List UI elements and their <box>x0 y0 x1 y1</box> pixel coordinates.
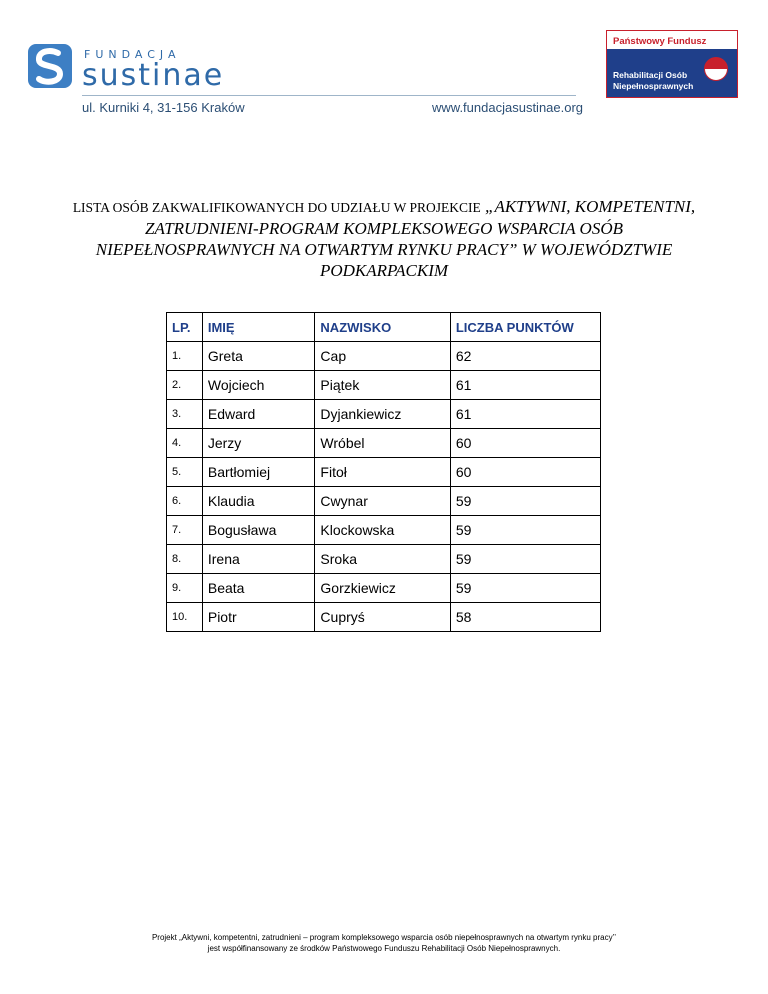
cell-first-name: Piotr <box>202 603 315 632</box>
cell-points: 60 <box>450 429 600 458</box>
cell-last-name: Dyjankiewicz <box>315 400 450 429</box>
cell-first-name: Greta <box>202 342 315 371</box>
cell-last-name: Wróbel <box>315 429 450 458</box>
cell-first-name: Bartłomiej <box>202 458 315 487</box>
pfron-title: Państwowy Fundusz <box>613 36 707 47</box>
cell-first-name: Beata <box>202 574 315 603</box>
pfron-line1: Rehabilitacji Osób <box>613 70 688 80</box>
header-first-name: IMIĘ <box>202 313 315 342</box>
table-row <box>167 545 601 574</box>
title-lead: LISTA OSÓB ZAKWALIFIKOWANYCH DO UDZIAŁU W PROJEKCIE <box>72 200 481 215</box>
cell-lp: 2. <box>167 371 203 400</box>
cell-last-name: Sroka <box>315 545 450 574</box>
website: www.fundacjasustinae.org <box>432 100 584 115</box>
cell-points: 62 <box>450 342 600 371</box>
cell-lp: 5. <box>167 458 203 487</box>
cell-points: 59 <box>450 487 600 516</box>
cell-points: 58 <box>450 603 600 632</box>
table-header-row <box>167 313 601 342</box>
table-row <box>167 429 601 458</box>
table-row <box>167 400 601 429</box>
footer-line1: Projekt „Aktywni, kompetentni, zatrudnieni – program kompleksowego wsparcia osób niepełnosprawnych na otwartym rynku pracy’’ <box>151 933 617 942</box>
cell-last-name: Cap <box>315 342 450 371</box>
qualified-persons-table <box>166 312 601 632</box>
header-points: LICZBA PUNKTÓW <box>450 313 600 342</box>
cell-points: 59 <box>450 516 600 545</box>
cell-last-name: Klockowska <box>315 516 450 545</box>
table-row <box>167 574 601 603</box>
cell-points: 59 <box>450 574 600 603</box>
cell-lp: 4. <box>167 429 203 458</box>
title-project-name: „AKTYWNI, KOMPETENTNI, ZATRUDNIENI-PROGRAM KOMPLEKSOWEGO WSPARCIA OSÓB NIEPEŁNOSPRAWNYCH NA OTWARTYM RYNKU PRACY” W WOJEWÓDZTWIE PODKARPACKIM <box>95 197 696 280</box>
footer-line2: jest współfinansowany ze środków Państwowego Funduszu Rehabilitacji Osób Niepełnosprawnych. <box>207 944 561 953</box>
cell-first-name: Wojciech <box>202 371 315 400</box>
pfron-line2: Niepełnosprawnych <box>613 81 694 91</box>
pfron-band <box>607 49 737 97</box>
pfron-emblem-icon <box>704 57 728 81</box>
cell-lp: 9. <box>167 574 203 603</box>
cell-lp: 8. <box>167 545 203 574</box>
table-row <box>167 371 601 400</box>
header-last-name: NAZWISKO <box>315 313 450 342</box>
cell-first-name: Jerzy <box>202 429 315 458</box>
sustinae-s-icon <box>28 44 72 88</box>
sustinae-logo <box>28 44 248 92</box>
table-row <box>167 458 601 487</box>
cell-points: 61 <box>450 371 600 400</box>
cell-lp: 10. <box>167 603 203 632</box>
pfron-logo <box>606 30 738 98</box>
cell-lp: 6. <box>167 487 203 516</box>
cell-last-name: Piątek <box>315 371 450 400</box>
cell-points: 59 <box>450 545 600 574</box>
header-divider <box>82 95 576 96</box>
logo-name: sustinae <box>82 58 225 93</box>
cell-last-name: Gorzkiewicz <box>315 574 450 603</box>
table-row <box>167 487 601 516</box>
cell-points: 60 <box>450 458 600 487</box>
logo-foundation-label: FUNDACJA <box>84 48 181 61</box>
cell-lp: 3. <box>167 400 203 429</box>
table-row <box>167 516 601 545</box>
table-row <box>167 603 601 632</box>
cell-first-name: Edward <box>202 400 315 429</box>
cell-lp: 1. <box>167 342 203 371</box>
header-lp: LP. <box>167 313 203 342</box>
table-row <box>167 342 601 371</box>
cell-last-name: Cupryś <box>315 603 450 632</box>
cell-points: 61 <box>450 400 600 429</box>
address: ul. Kurniki 4, 31-156 Kraków <box>82 100 245 115</box>
cell-first-name: Bogusława <box>202 516 315 545</box>
document-title <box>60 196 708 281</box>
cell-last-name: Cwynar <box>315 487 450 516</box>
cell-last-name: Fitoł <box>315 458 450 487</box>
cell-first-name: Klaudia <box>202 487 315 516</box>
cell-lp: 7. <box>167 516 203 545</box>
footer <box>40 932 728 954</box>
cell-first-name: Irena <box>202 545 315 574</box>
